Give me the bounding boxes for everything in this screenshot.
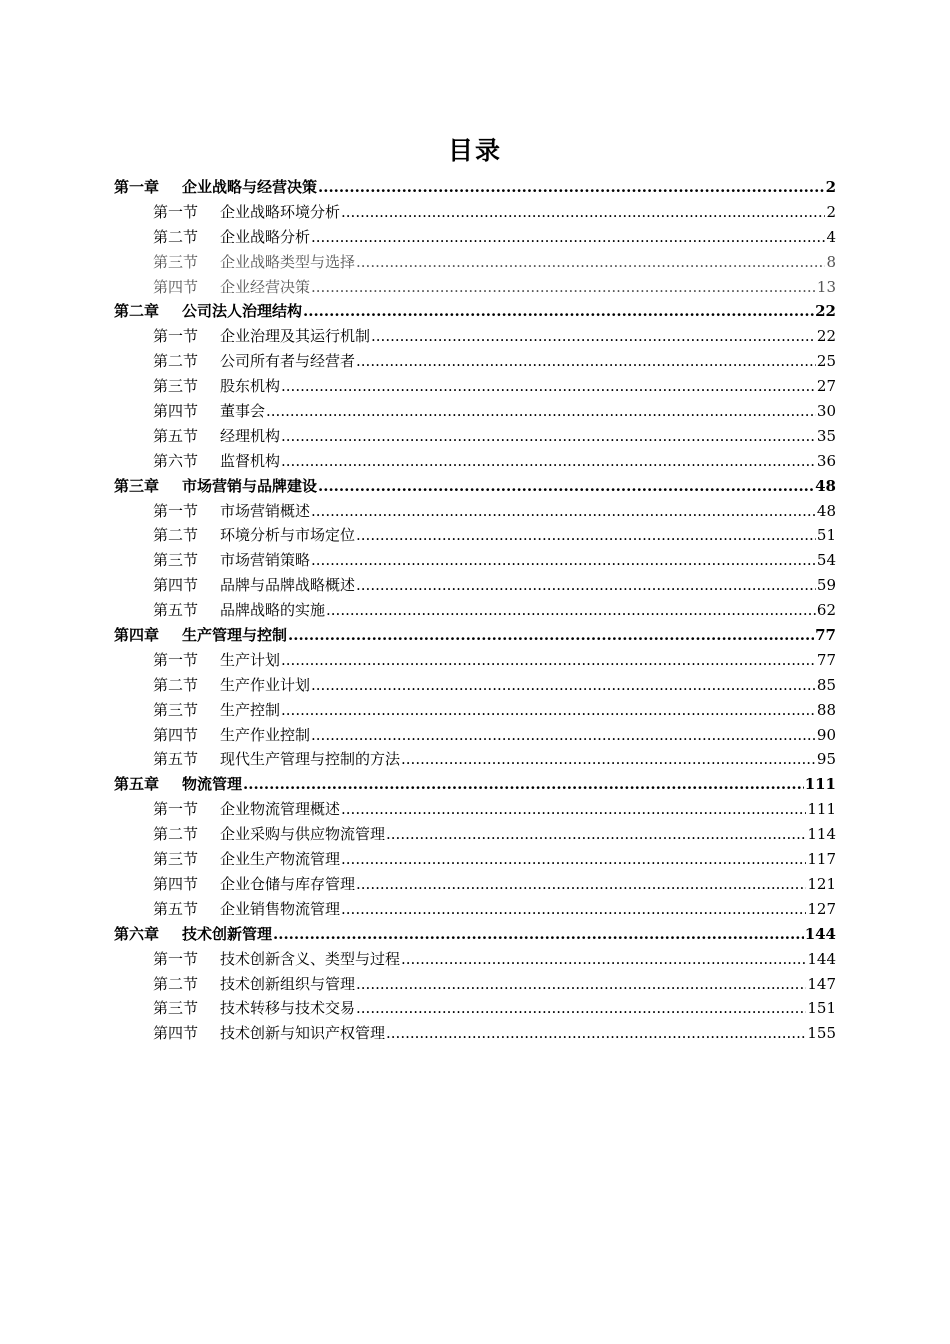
- toc-title: 目录: [447, 136, 502, 165]
- toc-entry-page-number: 114: [807, 825, 836, 844]
- toc-entry-page-number: 62: [816, 601, 836, 620]
- toc-entry-number: 第三节: [153, 999, 199, 1018]
- toc-dot-leader: [356, 250, 825, 275]
- toc-entry-page-number: 8: [826, 252, 836, 271]
- toc-entry-page-number: 85: [816, 675, 836, 694]
- toc-entry-label: [153, 250, 355, 275]
- toc-entry-section[interactable]: [114, 598, 836, 623]
- toc-entry-page-number: 155: [807, 1024, 836, 1043]
- toc-entry-label: [153, 499, 310, 524]
- toc-entry-label: [153, 573, 355, 598]
- toc-entry-title: 企业战略类型与选择: [220, 252, 356, 271]
- toc-entry-section[interactable]: [114, 324, 836, 349]
- toc-entry-title: 企业治理及其运行机制: [220, 327, 371, 346]
- toc-entry-page-number: 2: [826, 202, 836, 221]
- toc-entry-section[interactable]: [114, 947, 836, 972]
- toc-dot-leader: [356, 349, 816, 374]
- toc-entry-title: 生产作业计划: [220, 675, 311, 694]
- toc-entry-page-number: 2: [825, 178, 836, 196]
- toc-entry-page-number: 36: [816, 451, 836, 470]
- toc-entry-number: 第五节: [153, 899, 199, 918]
- toc-entry-title: 生产作业控制: [220, 725, 311, 744]
- toc-entry-label: [153, 797, 340, 822]
- toc-entry-number: 第六节: [153, 451, 199, 470]
- toc-entry-section[interactable]: [114, 349, 836, 374]
- toc-entry-number: 第五节: [153, 601, 199, 620]
- toc-dot-leader: [371, 324, 816, 349]
- toc-entry-label: [153, 324, 370, 349]
- toc-entry-label: [153, 996, 355, 1021]
- toc-entry-section[interactable]: [114, 573, 836, 598]
- toc-entry-section[interactable]: [114, 972, 836, 997]
- toc-entry-number: 第三节: [153, 377, 199, 396]
- toc-dot-leader: [401, 747, 816, 772]
- toc-entry-page-number: 22: [816, 327, 836, 346]
- toc-entry-page-number: 144: [804, 924, 836, 943]
- toc-entry-section[interactable]: [114, 996, 836, 1021]
- toc-entry-title: 企业销售物流管理: [220, 899, 341, 918]
- toc-entry-title: 生产计划: [220, 650, 281, 669]
- toc-entry-title: 技术创新管理: [182, 924, 273, 943]
- toc-entry-title: 公司法人治理结构: [182, 302, 303, 321]
- toc-entry-chapter[interactable]: [114, 623, 836, 648]
- toc-entry-number: 第二节: [153, 825, 199, 844]
- toc-entry-number: 第二节: [153, 974, 199, 993]
- toc-dot-leader: [266, 399, 816, 424]
- toc-entry-number: 第一节: [153, 501, 199, 520]
- toc-entry-label: [114, 623, 287, 648]
- toc-entry-title: 技术创新含义、类型与过程: [220, 949, 401, 968]
- toc-entry-page-number: 59: [816, 576, 836, 595]
- toc-entry-label: [114, 175, 317, 200]
- toc-entry-section[interactable]: [114, 723, 836, 748]
- toc-entry-section[interactable]: [114, 449, 836, 474]
- toc-entry-section[interactable]: [114, 499, 836, 524]
- toc-entry-page-number: 22: [815, 302, 836, 321]
- toc-entry-section[interactable]: [114, 648, 836, 673]
- toc-entry-title: 企业物流管理概述: [220, 800, 341, 819]
- toc-dot-leader: [386, 1021, 806, 1046]
- toc-entry-label: [153, 200, 340, 225]
- toc-entry-title: 物流管理: [182, 775, 243, 794]
- toc-dot-leader: [386, 822, 806, 847]
- toc-entry-section[interactable]: [114, 698, 836, 723]
- toc-dot-leader: [281, 424, 816, 449]
- toc-dot-leader: [281, 449, 816, 474]
- toc-entry-number: 第一章: [114, 178, 160, 196]
- toc-entry-title: 现代生产管理与控制的方法: [220, 750, 401, 769]
- toc-entry-label: [153, 548, 310, 573]
- toc-entry-section[interactable]: [114, 897, 836, 922]
- toc-entry-section[interactable]: [114, 424, 836, 449]
- toc-entry-number: 第一节: [153, 949, 199, 968]
- toc-entry-page-number: 4: [826, 227, 836, 246]
- toc-entry-title: 品牌与品牌战略概述: [220, 576, 356, 595]
- toc-dot-leader: [281, 698, 816, 723]
- toc-dot-leader: [288, 623, 814, 648]
- toc-entry-label: [153, 822, 385, 847]
- toc-entry-label: [153, 374, 280, 399]
- toc-entry-number: 第四节: [153, 277, 199, 296]
- toc-entry-number: 第三节: [153, 850, 199, 869]
- toc-entry-label: [153, 523, 355, 548]
- toc-entry-page-number: 13: [816, 277, 836, 296]
- toc-entry-title: 技术创新组织与管理: [220, 974, 356, 993]
- toc-dot-leader: [311, 673, 816, 698]
- toc-entry-number: 第二节: [153, 227, 199, 246]
- toc-entry-label: [114, 922, 272, 947]
- toc-entry-number: 第一节: [153, 327, 199, 346]
- toc-entry-label: [114, 299, 302, 324]
- toc-dot-leader: [273, 922, 804, 947]
- toc-entry-number: 第二节: [153, 675, 199, 694]
- toc-dot-leader: [356, 573, 816, 598]
- toc-entry-label: [153, 897, 340, 922]
- toc-entry-section[interactable]: [114, 523, 836, 548]
- toc-entry-section[interactable]: [114, 250, 836, 275]
- toc-entry-label: [153, 648, 280, 673]
- toc-entry-number: 第一节: [153, 800, 199, 819]
- toc-dot-leader: [356, 523, 816, 548]
- toc-entry-label: [114, 772, 242, 797]
- toc-entry-label: [153, 747, 400, 772]
- toc-dot-leader: [311, 225, 825, 250]
- toc-entry-number: 第五节: [153, 750, 199, 769]
- toc-entry-section[interactable]: [114, 275, 836, 300]
- toc-entry-number: 第五节: [153, 426, 199, 445]
- toc-entry-label: [153, 972, 355, 997]
- toc-entry-number: 第四节: [153, 402, 199, 421]
- toc-entry-label: [153, 449, 280, 474]
- toc-entry-section[interactable]: [114, 1021, 836, 1046]
- toc-dot-leader: [356, 972, 806, 997]
- toc-entry-title: 市场营销策略: [220, 551, 311, 570]
- toc-entry-section[interactable]: [114, 374, 836, 399]
- toc-entry-section[interactable]: [114, 225, 836, 250]
- toc-entry-number: 第一节: [153, 650, 199, 669]
- toc-dot-leader: [356, 996, 806, 1021]
- toc-entry-label: [153, 698, 280, 723]
- toc-entry-page-number: 48: [816, 501, 836, 520]
- toc-entry-label: [114, 474, 317, 499]
- toc-dot-leader: [303, 299, 814, 324]
- toc-entry-number: 第五章: [114, 775, 160, 794]
- toc-entry-page-number: 144: [807, 949, 836, 968]
- toc-entry-page-number: 77: [815, 626, 836, 645]
- toc-entry-section[interactable]: [114, 822, 836, 847]
- toc-entry-page-number: 48: [815, 476, 836, 495]
- toc-entry-section[interactable]: [114, 548, 836, 573]
- toc-entry-title: 市场营销与品牌建设: [182, 476, 318, 495]
- toc-entry-page-number: 127: [807, 899, 836, 918]
- toc-entry-title: 企业仓储与库存管理: [220, 874, 356, 893]
- toc-entry-title: 生产控制: [220, 700, 281, 719]
- toc-entry-title: 企业经营决策: [220, 277, 311, 296]
- toc-entry-section[interactable]: [114, 872, 836, 897]
- toc-entry-title: 企业战略环境分析: [220, 202, 341, 221]
- toc-dot-leader: [311, 499, 816, 524]
- toc-entry-page-number: 95: [816, 750, 836, 769]
- toc-entry-page-number: 111: [804, 775, 836, 794]
- toc-dot-leader: [311, 723, 816, 748]
- toc-entry-label: [153, 947, 400, 972]
- toc-entry-number: 第四节: [153, 1024, 199, 1043]
- toc-entry-number: 第六章: [114, 924, 160, 943]
- toc-entry-label: [153, 1021, 385, 1046]
- toc-entry-label: [153, 424, 280, 449]
- toc-entry-page-number: 27: [816, 377, 836, 396]
- toc-entry-number: 第三节: [153, 700, 199, 719]
- toc-entry-page-number: 147: [807, 974, 836, 993]
- toc-entry-page-number: 151: [807, 999, 836, 1018]
- toc-entry-section[interactable]: [114, 399, 836, 424]
- toc-entry-label: [153, 399, 265, 424]
- toc-entry-section[interactable]: [114, 847, 836, 872]
- toc-entry-title: 企业战略分析: [220, 227, 311, 246]
- toc-entry-chapter[interactable]: [114, 772, 836, 797]
- toc-entry-title: 环境分析与市场定位: [220, 526, 356, 545]
- toc-entry-page-number: 88: [816, 700, 836, 719]
- toc-entry-number: 第二节: [153, 352, 199, 371]
- toc-entry-number: 第二节: [153, 526, 199, 545]
- toc-entry-title: 董事会: [220, 402, 266, 421]
- toc-entry-page-number: 30: [816, 402, 836, 421]
- toc-entry-chapter[interactable]: [114, 474, 836, 499]
- toc-entry-label: [153, 225, 310, 250]
- toc-entry-number: 第四节: [153, 576, 199, 595]
- toc-entry-section[interactable]: [114, 747, 836, 772]
- toc-dot-leader: [281, 374, 816, 399]
- toc-entry-page-number: 111: [807, 800, 836, 819]
- toc-entry-label: [153, 598, 325, 623]
- toc-entry-number: 第三章: [114, 476, 160, 495]
- toc-entry-number: 第四章: [114, 626, 160, 645]
- toc-entry-number: 第四节: [153, 725, 199, 744]
- toc-entry-label: [153, 847, 340, 872]
- toc-entry-page-number: 77: [816, 650, 836, 669]
- toc-entry-number: 第二章: [114, 302, 160, 321]
- toc-entry-page-number: 117: [807, 850, 836, 869]
- toc-entry-title: 技术创新与知识产权管理: [220, 1024, 386, 1043]
- toc-dot-leader: [341, 200, 825, 225]
- toc-entry-title: 企业生产物流管理: [220, 850, 341, 869]
- toc-entry-label: [153, 349, 355, 374]
- toc-entry-section[interactable]: [114, 797, 836, 822]
- toc-entry-number: 第三节: [153, 252, 199, 271]
- toc-entry-page-number: 121: [807, 874, 836, 893]
- toc-entry-chapter[interactable]: [114, 175, 836, 200]
- toc-entry-page-number: 54: [816, 551, 836, 570]
- toc-entry-page-number: 90: [816, 725, 836, 744]
- toc-entry-number: 第一节: [153, 202, 199, 221]
- toc-dot-leader: [326, 598, 816, 623]
- toc-entry-label: [153, 872, 355, 897]
- toc-entry-page-number: 25: [816, 352, 836, 371]
- toc-entry-title: 股东机构: [220, 377, 281, 396]
- toc-entry-title: 企业战略与经营决策: [182, 178, 318, 196]
- toc-entry-title: 品牌战略的实施: [220, 601, 326, 620]
- toc-entry-title: 经理机构: [220, 426, 281, 445]
- toc-dot-leader: [356, 872, 806, 897]
- toc-dot-leader: [281, 648, 816, 673]
- toc-entry-chapter[interactable]: [114, 922, 836, 947]
- toc-entry-title: 技术转移与技术交易: [220, 999, 356, 1018]
- toc-list: [114, 175, 836, 1046]
- toc-entry-label: [153, 673, 310, 698]
- toc-dot-leader: [243, 772, 804, 797]
- toc-entry-title: 生产管理与控制: [182, 626, 288, 645]
- toc-entry-title: 市场营销概述: [220, 501, 311, 520]
- toc-entry-page-number: 51: [816, 526, 836, 545]
- toc-dot-leader: [311, 548, 816, 573]
- toc-entry-label: [153, 723, 310, 748]
- toc-dot-leader: [318, 175, 825, 200]
- toc-entry-title: 企业采购与供应物流管理: [220, 825, 386, 844]
- toc-dot-leader: [341, 797, 806, 822]
- toc-dot-leader: [341, 897, 806, 922]
- toc-entry-section[interactable]: [114, 200, 836, 225]
- toc-dot-leader: [311, 275, 816, 300]
- toc-entry-label: [153, 275, 310, 300]
- toc-entry-page-number: 35: [816, 426, 836, 445]
- toc-entry-title: 监督机构: [220, 451, 281, 470]
- toc-entry-chapter[interactable]: [114, 299, 836, 324]
- toc-dot-leader: [401, 947, 806, 972]
- toc-entry-number: 第四节: [153, 874, 199, 893]
- toc-entry-section[interactable]: [114, 673, 836, 698]
- toc-dot-leader: [318, 474, 814, 499]
- toc-entry-title: 公司所有者与经营者: [220, 352, 356, 371]
- toc-entry-number: 第三节: [153, 551, 199, 570]
- toc-dot-leader: [341, 847, 806, 872]
